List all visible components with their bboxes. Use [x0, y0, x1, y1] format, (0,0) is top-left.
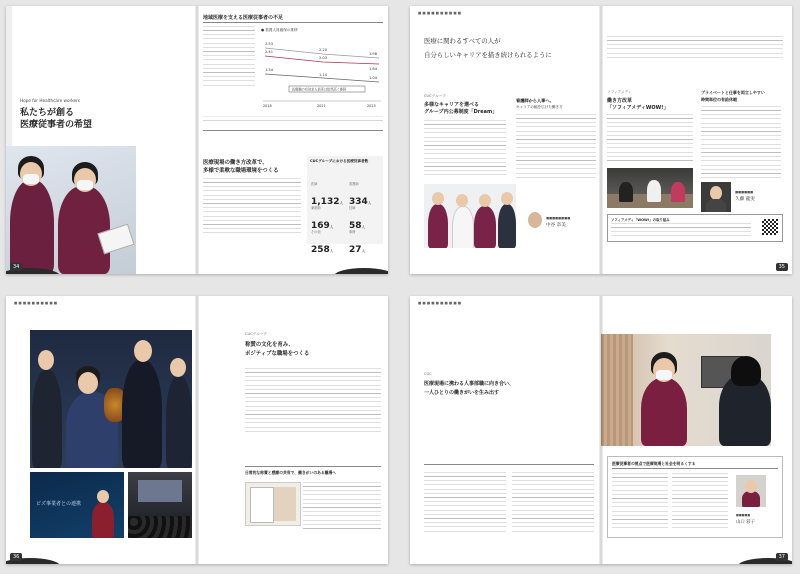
section-title-2: 一人ひとりの働きがいを生み出す [424, 390, 500, 396]
col1-title-2: グループ内公募制度「Dream」 [424, 109, 498, 115]
chart-title: 地域医療を支える医療従事者の不足 [203, 15, 284, 21]
section-title-2: 多様で柔軟な職場環境をつくる [203, 168, 279, 174]
col3-tag: ソフィアメディ [607, 90, 632, 94]
spread-4 [410, 296, 792, 564]
stage-photo [30, 472, 124, 538]
office-photo [607, 168, 693, 208]
page-number-left: 34 [10, 263, 22, 271]
value-2: 2.20 [319, 48, 328, 52]
interview-photo [601, 334, 771, 446]
year-1: 2021 [317, 104, 326, 108]
title-line-1: 私たちが創る [20, 108, 75, 118]
screen-text: ビズ事業者との連携 [36, 501, 82, 507]
hope-title: Hope for Healthcare workers [20, 98, 80, 103]
stats-title: CUCグループにおける医療従事者数 [310, 159, 369, 163]
section-title-1: 医療現場の働き方改革で、 [203, 160, 268, 166]
staff-group-photo [424, 184, 516, 248]
chart-note: 医療職の有効求人倍率は依然高く推移 [292, 87, 347, 92]
value-7: 1.14 [319, 73, 328, 77]
wow-box [607, 214, 783, 242]
spread-1 [6, 6, 388, 274]
section-title-1: 称賛の文化を育み、 [245, 342, 294, 348]
year-0: 2018 [263, 104, 272, 108]
page-s2-left: ■ ■ ■ ■ ■ ■ ■ ■ ■ ■ 医療に関わるすべての人が 自分らしいキャリアを描き続けられるように CUCグループ 多様なキャリアを選べる グループ内公募制度「Dream」 看護師から人事へ。 キャリアの幅を広げた働き方 ■■■■■■■■ 中谷 奈美 [410, 6, 601, 274]
stat-5: 事務 27人 [349, 230, 366, 255]
page-s4-left: ■ ■ ■ ■ ■ ■ ■ ■ ■ ■ CUC 医療現場に携わる人事部職に向き合い、 一人ひとりの働きがいを生み出す [410, 296, 601, 564]
award-ceremony-photo [30, 330, 192, 468]
page-number-right: 35 [776, 263, 788, 271]
col4-name: 久藤 龍実 [735, 197, 755, 202]
col2-name: 中谷 奈美 [546, 223, 566, 228]
value-5: 1.84 [369, 67, 378, 71]
stats-box [307, 156, 383, 255]
headline-1: 医療に関わるすべての人が [424, 37, 501, 45]
stat-2: 薬剤師 169人 [311, 206, 334, 231]
section-tag: CUCグループ [245, 332, 267, 336]
page-37 [601, 296, 792, 564]
value-0: 2.53 [265, 42, 274, 46]
col4-title-1: プライベートと仕事を両立しやすい [701, 90, 765, 95]
stat-3: 技師 58人 [349, 206, 366, 231]
headline-2: 自分らしいキャリアを描き続けられるように [424, 51, 552, 59]
staff-chart [259, 26, 383, 110]
value-3: 2.03 [319, 56, 328, 60]
box-title: 医療従事者の視点で医療現場と社会を明るくする [612, 461, 696, 466]
wow-label: ソフィアメディ「WOW!」の取り組み [611, 218, 670, 222]
col2-title-2: キャリアの幅を広げた働き方 [516, 105, 563, 109]
qr-code-icon [762, 219, 778, 235]
value-6: 1.34 [265, 68, 274, 72]
sub-title: 日常的な称賛と感謝の共有で、働きがいのある職場へ [245, 470, 337, 475]
value-4: 1.98 [369, 52, 378, 56]
section-title-2: ポジティブな職場をつくる [245, 351, 310, 357]
portrait-photo [701, 182, 731, 212]
page-36-right [197, 296, 388, 564]
page-36: ■ ■ ■ ■ ■ ■ ■ ■ ■ ■ ビズ事業者との連携 36 [6, 296, 197, 564]
value-1: 2.41 [265, 50, 274, 54]
interview-box: 医療従事者の視点で医療現場と社会を明るくする ■■■■■ 山口 彩子 [607, 456, 783, 538]
page-35: ソフィアメディ 働き方改革 「ソフィアメディWOW!」 プライベートと仕事を両立しやすい 時間単位の有給休暇 ■■■■■■ 久藤 龍実 ソフィアメディ「WOW!」の取り組み 35 [601, 6, 792, 274]
page-34 [6, 6, 197, 274]
stat-4: その他 258人 [311, 230, 334, 255]
col3-title-1: 働き方改革 [607, 98, 633, 104]
spread-3 [6, 296, 388, 564]
stat-1: 看護師 334人 [349, 182, 372, 207]
year-2: 2023 [367, 104, 376, 108]
chart-legend: ● 看護人員確保の推移 [261, 28, 298, 32]
nurses-photo [6, 146, 136, 274]
title-line-2: 医療従事者の希望 [20, 120, 93, 130]
spread-2 [410, 6, 792, 274]
col1-tag: CUCグループ [424, 94, 446, 98]
col2-title-1: 看護師から人事へ。 [516, 98, 554, 103]
value-8: 1.04 [369, 76, 378, 80]
page-number-right: 37 [776, 553, 788, 561]
section-tag: CUC [424, 372, 432, 376]
col4-title-2: 時間単位の有給休暇 [701, 97, 737, 102]
col3-title-2: 「ソフィアメディWOW!」 [607, 105, 669, 111]
page-35-left-spread-right [197, 6, 388, 274]
profile-photo [736, 475, 766, 507]
section-title-1: 医療現場に携わる人事部職に向き合い、 [424, 381, 515, 387]
newsletter-photo [245, 482, 301, 526]
staff-name: 山口 彩子 [736, 520, 755, 525]
body-text-block [203, 26, 255, 88]
col1-title-1: 多様なキャリアを選べる [424, 102, 480, 108]
audience-photo [128, 472, 192, 538]
stat-0: 医師 1,132人 [311, 182, 344, 207]
avatar [528, 212, 542, 228]
page-number-left: 36 [10, 553, 22, 561]
